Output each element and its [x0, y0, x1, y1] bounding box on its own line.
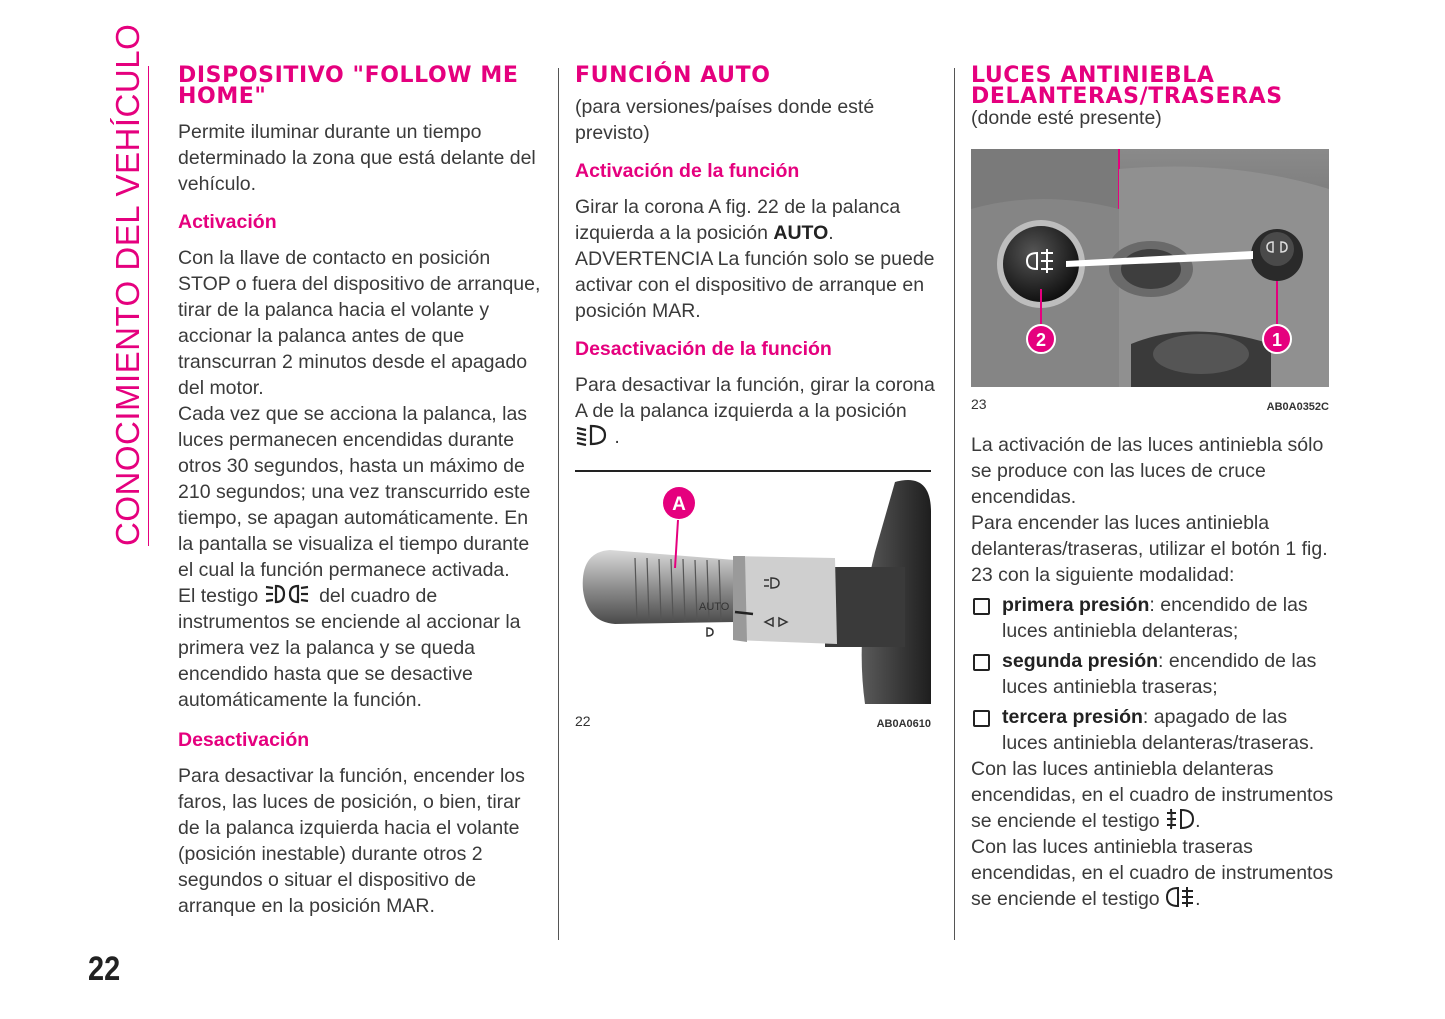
- deactivation-text: Para desactivar la función, encender los faros, las luces de posición, o bien, tirar de la palanca izquierda hacia el volante (posición inestable) durante otros 2 segundos o situar el dispositivo de arranque en la posición MAR.: [178, 765, 525, 917]
- column-luces-antiniebla: [971, 60, 1336, 912]
- fog-light-buttons-illustration: [971, 149, 1329, 387]
- auto-deactivation-heading: Desactivación de la función: [575, 338, 832, 360]
- bullet-bold: segunda presión: [1002, 650, 1159, 672]
- front-fog-before: Con las luces antiniebla delanteras encendidas, en el cuadro de instrumentos se enciende el testigo: [971, 758, 1334, 832]
- antiniebla-text-3: [971, 756, 1336, 834]
- antiniebla-text-1: La activación de las luces antiniebla sólo se produce con las luces de cruce encendidas.: [971, 434, 1324, 508]
- auto-activation-after: . ADVERTENCIA La función solo se puede activar con el dispositivo de arranque en posición MAR.: [575, 222, 935, 322]
- callout-1-label: 1: [1271, 330, 1283, 350]
- auto-activation-heading: Activación de la función: [575, 160, 800, 182]
- auto-deactivation-after: .: [614, 426, 620, 448]
- bullet-bold: primera presión: [1002, 594, 1150, 616]
- callout-2-label: 2: [1035, 330, 1047, 350]
- funcion-auto-subtitle: (para versiones/países donde esté previsto): [575, 96, 875, 144]
- bullet-item: [971, 648, 1336, 700]
- bullet-square-icon: [973, 710, 990, 727]
- light-lever-illustration: [575, 472, 931, 704]
- figure-22: [575, 470, 931, 737]
- front-fog-after: .: [1195, 810, 1201, 832]
- activation-text: Con la llave de contacto en posición STOP o fuera del dispositivo de arranque, tirar de la palanca hacia el volante y accionar la palanca antes de que transcurran 2 minutos desde el apagado del motor.: [178, 247, 541, 399]
- column-follow-me-home: [178, 60, 546, 919]
- rear-fog-light-icon: [1165, 886, 1195, 908]
- follow-me-home-warning-icon: [264, 583, 314, 605]
- bullet-text: : encendido de las luces antiniebla delanteras;: [1002, 594, 1308, 642]
- low-beam-icon: [575, 424, 609, 446]
- bullet-bold: tercera presión: [1002, 706, 1143, 728]
- auto-activation-text: [575, 194, 935, 324]
- antiniebla-text-4: [971, 834, 1336, 912]
- testigo-after: del cuadro de instrumentos se enciende al accionar la primera vez la palanca y se queda encendido hasta que se desactive automáticamente la función.: [178, 585, 521, 711]
- figure-23-code: AB0A0352C: [1266, 401, 1329, 413]
- deactivation-heading: Desactivación: [178, 729, 310, 751]
- callout-a-label: A: [672, 493, 686, 515]
- figure-22-number: 22: [575, 712, 591, 729]
- bullet-item: [971, 592, 1336, 644]
- antiniebla-text-2: Para encender las luces antiniebla delanteras/traseras, utilizar el botón 1 fig. 23 con la siguiente modalidad:: [971, 512, 1328, 586]
- side-divider: [148, 66, 149, 546]
- auto-bold-label: AUTO: [773, 222, 829, 244]
- auto-deactivation-before: Para desactivar la función, girar la corona A de la palanca izquierda a la posición: [575, 374, 935, 422]
- bullet-square-icon: [973, 654, 990, 671]
- bullet-text: : apagado de las luces antiniebla delanteras/traseras.: [1002, 706, 1315, 754]
- figure-23: [971, 149, 1329, 420]
- activation-heading: Activación: [178, 211, 277, 233]
- auto-activation-before: Girar la corona A fig. 22 de la palanca izquierda a la posición: [575, 196, 901, 244]
- rear-fog-before: Con las luces antiniebla traseras encendidas, en el cuadro de instrumentos se enciende el testigo: [971, 836, 1334, 910]
- bullet-square-icon: [973, 598, 990, 615]
- page-number: 22: [88, 950, 121, 988]
- activation-text-2: Cada vez que se acciona la palanca, las luces permanecen encendidas durante otros 30 segundos, hasta un máximo de 210 segundos; una vez transcurrido este tiempo, se apagan automáticamente. En la pantalla se visualiza el tiempo durante el cual la función permanece activada.: [178, 403, 531, 581]
- rear-fog-after: .: [1195, 888, 1201, 910]
- antiniebla-subtitle: (donde esté presente): [971, 107, 1162, 129]
- column-divider: [558, 68, 559, 940]
- antiniebla-title: LUCES ANTINIEBLA DELANTERAS/TRASERAS: [971, 63, 1283, 109]
- testigo-text: [178, 583, 546, 713]
- column-funcion-auto: [575, 60, 935, 737]
- figure-23-number: 23: [971, 396, 987, 412]
- section-side-title: CONOCIMIENTO DEL VEHÍCULO: [109, 23, 146, 546]
- bullet-item: [971, 704, 1336, 756]
- follow-me-home-intro: Permite iluminar durante un tiempo determinado la zona que está delante del vehículo.: [178, 121, 536, 195]
- lever-auto-label: AUTO: [699, 600, 730, 613]
- column-divider: [954, 68, 955, 940]
- funcion-auto-title: FUNCIÓN AUTO: [575, 63, 771, 88]
- figure-22-code: AB0A0610: [876, 717, 931, 730]
- bullet-text: : encendido de las luces antiniebla traseras;: [1002, 650, 1317, 698]
- auto-deactivation-text: [575, 372, 935, 450]
- testigo-before: El testigo: [178, 585, 259, 607]
- front-fog-light-icon: [1165, 808, 1195, 830]
- follow-me-home-title: DISPOSITIVO "FOLLOW ME HOME": [178, 63, 519, 109]
